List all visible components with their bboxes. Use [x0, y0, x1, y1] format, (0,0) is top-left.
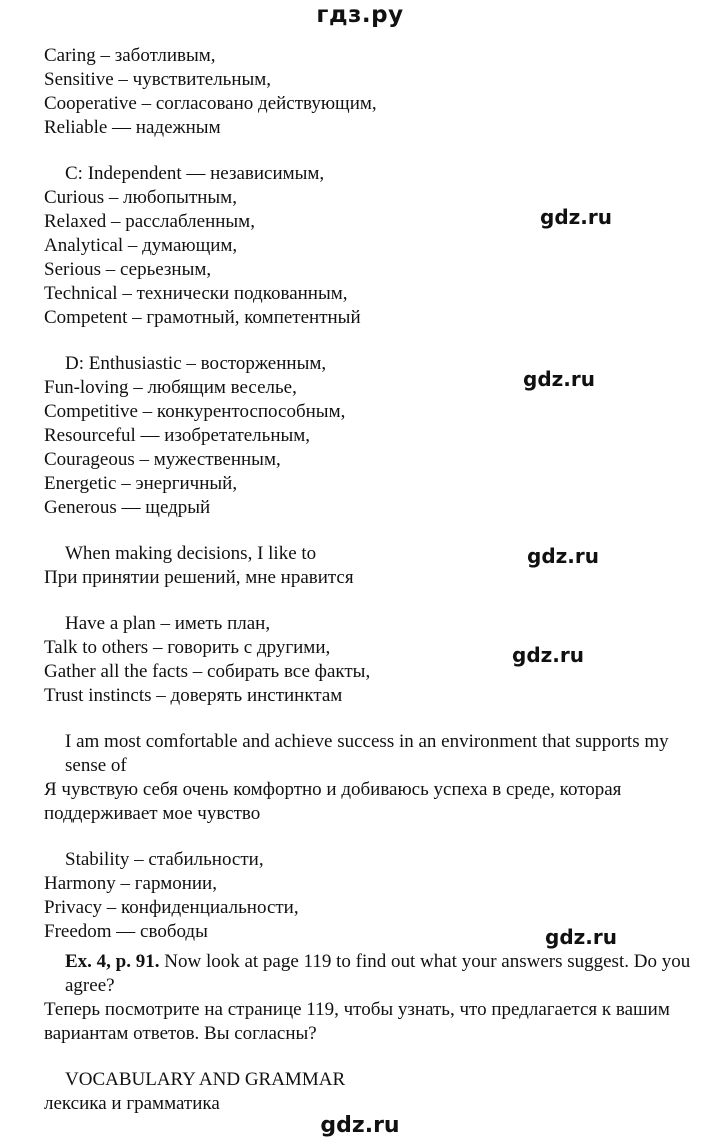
text-line: Courageous – мужественным,: [44, 449, 281, 470]
text-line: Cooperative – согласовано действующим,: [44, 93, 377, 114]
exercise-block: [44, 950, 694, 1046]
text-line: Relaxed – расслабленным,: [44, 211, 255, 232]
text-line: При принятии решений, мне нравится: [44, 567, 354, 588]
exercise-russian: Теперь посмотрите на странице 119, чтобы узнать, что предлагается к вашим вариантам ответов. Вы согласны?: [44, 999, 670, 1044]
text-line: Talk to others – говорить с другими,: [44, 637, 331, 658]
text-line: Have a plan – иметь план,: [65, 613, 271, 634]
watermark: gdz.ru: [545, 925, 617, 949]
text-line: Freedom — свободы: [44, 921, 208, 942]
text-line: When making decisions, I like to: [65, 543, 317, 564]
site-header: гдз.ру: [316, 2, 404, 28]
text-line: Curious – любопытным,: [44, 187, 237, 208]
section-block: [44, 1068, 694, 1116]
text-line: Fun-loving – любящим веселье,: [44, 377, 297, 398]
text-line: Я чувствую себя очень комфортно и добиваюсь успеха в среде, которая поддерживает мое чувство: [44, 779, 622, 824]
traits-block-d: [44, 352, 694, 520]
watermark: gdz.ru: [540, 205, 612, 229]
text-line: Resourceful — изобретательным,: [44, 425, 311, 446]
text-line: C: Independent — независимым,: [65, 163, 325, 184]
text-line: D: Enthusiastic – восторженным,: [65, 353, 327, 374]
text-line: Technical – технически подкованным,: [44, 283, 348, 304]
text-line: Serious – серьезным,: [44, 259, 212, 280]
text-line: Harmony – гармонии,: [44, 873, 217, 894]
document-body: [44, 44, 694, 1138]
text-line: Caring – заботливым,: [44, 45, 216, 66]
environment-options-block: [44, 848, 694, 944]
text-line: Competitive – конкурентоспособным,: [44, 401, 346, 422]
text-line: Gather all the facts – собирать все факты,: [44, 661, 371, 682]
decision-options-block: [44, 612, 694, 708]
text-line: Competent – грамотный, компетентный: [44, 307, 361, 328]
decisions-block: [44, 542, 694, 590]
text-line: I am most comfortable and achieve success in an environment that supports my sense of: [65, 731, 669, 776]
exercise-label: Ex. 4, p. 91.: [65, 951, 160, 972]
site-footer: gdz.ru: [320, 1113, 400, 1138]
exercise-english-text: Now look at page 119 to find out what your answers suggest. Do you agree?: [65, 951, 691, 996]
traits-block-b-tail: [44, 44, 694, 140]
text-line: Generous — щедрый: [44, 497, 211, 518]
text-line: Privacy – конфиденциальности,: [44, 897, 299, 918]
section-title: VOCABULARY AND GRAMMAR: [65, 1069, 346, 1090]
text-line: Sensitive – чувствительным,: [44, 69, 272, 90]
section-subtitle: лексика и грамматика: [44, 1093, 220, 1114]
watermark: gdz.ru: [523, 367, 595, 391]
traits-block-c: [44, 162, 694, 330]
text-line: Analytical – думающим,: [44, 235, 238, 256]
environment-block: [44, 730, 694, 826]
watermark: gdz.ru: [512, 643, 584, 667]
text-line: Trust instincts – доверять инстинктам: [44, 685, 343, 706]
watermark: gdz.ru: [527, 544, 599, 568]
exercise-english: [44, 950, 694, 998]
text-line: Reliable — надежным: [44, 117, 221, 138]
text-line: Stability – стабильности,: [65, 849, 264, 870]
text-line: Energetic – энергичный,: [44, 473, 238, 494]
